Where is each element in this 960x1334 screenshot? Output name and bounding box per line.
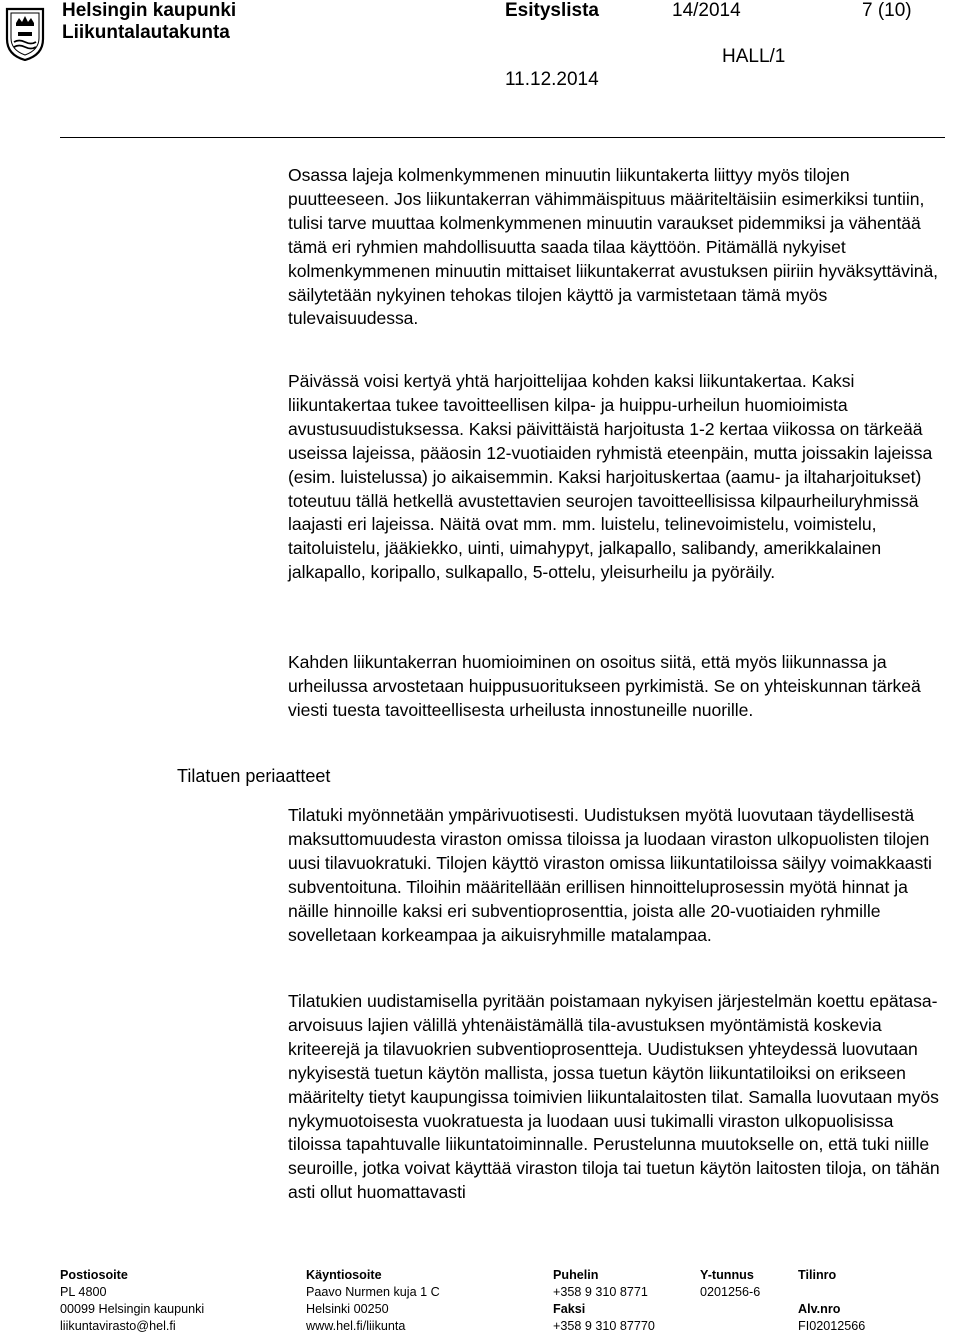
footer-alv-label: Alv.nro bbox=[798, 1302, 841, 1316]
footer-account-label: Tilinro bbox=[798, 1268, 837, 1282]
footer-postal-city: 00099 Helsingin kaupunki bbox=[60, 1302, 205, 1316]
paragraph-5: Tilatukien uudistamisella pyritään poistamaan nykyisen järjestelmän koettu epätasa-arvoisuus lajien välillä yhtenäistämällä tila-avustuksen myöntämistä koskevia kriteerejä ja tilavuokrien subventioprosentteja. Uudistuksen yhteydessä luovutaan nykyisestä tuetun käytön mallista, jossa tuetun käytön liikuntatiloiksi on erikseen määritelty tietyt kaupungissa toimivien liikuntalaitosten tilat. Samalla luovutaan myös nykymuotoisesta vuokratuesta ja luodaan uusi tukimalli viraston ulkopuolisissa tiloissa tapahtuvalle liikuntatoiminnalle. Perustelunna muutokselle on, että tuki niille seuroille, jotka voivat käyttää viraston tiloja tai tuetun käytön laitosten tiloja, on tähän asti ollut huomattavasti bbox=[288, 991, 940, 1203]
footer-alv: FI02012566 bbox=[798, 1319, 866, 1333]
section-code: HALL/1 bbox=[722, 46, 786, 67]
paragraph-1: Osassa lajeja kolmenkymmenen minuutin liikuntakerta liittyy myös tilojen puutteeseen. Jos liikuntakerran vähimmäispituus määriteltäisiin esimerkiksi tuntiin, tulisi tarve muuttaa kolmenkymmenen minuutin varaukset pidemmiksi ja vähentää tämä eri ryhmien mahdollisuutta saada tilaa käyttöön. Pitämällä nykyiset kolmenkymmenen minuutin mittaiset liikuntakerrat avustuksen piiriin hyväksyttävinä, säilytetään nykyinen tehokas tilojen käyttö ja varmistetaan tämä myös tulevaisuudessa. bbox=[288, 165, 939, 329]
footer-phone: +358 9 310 8771 bbox=[553, 1285, 648, 1299]
footer-visit-street: Paavo Nurmen kuja 1 C bbox=[306, 1285, 440, 1299]
header-divider bbox=[60, 137, 945, 138]
helsinki-crest-logo bbox=[5, 5, 45, 61]
footer-website: www.hel.fi/liikunta bbox=[306, 1319, 406, 1333]
section-heading: Tilatuen periaatteet bbox=[177, 766, 331, 786]
page-number: 7 (10) bbox=[862, 0, 912, 21]
paragraph-3: Kahden liikuntakerran huomioiminen on osoitus siitä, että myös liikunnassa ja urheilussa arvostetaan huippusuoritukseen pyrkimistä. Se on yhteiskunnan tärkeä viesti tuesta tavoitteellisesta urheilusta innostuneille nuorille. bbox=[288, 652, 921, 720]
document-date: 11.12.2014 bbox=[505, 69, 599, 90]
footer-fax-label: Faksi bbox=[553, 1302, 586, 1316]
footer-phone-label: Puhelin bbox=[553, 1268, 599, 1282]
footer-visit-city: Helsinki 00250 bbox=[306, 1302, 389, 1316]
footer-email: liikuntavirasto@hel.fi bbox=[60, 1319, 176, 1333]
footer-ytunnus: 0201256-6 bbox=[700, 1285, 761, 1299]
footer-visit-label: Käyntiosoite bbox=[306, 1268, 382, 1282]
document-type: Esityslista bbox=[505, 0, 599, 21]
paragraph-2: Päivässä voisi kertyä yhtä harjoittelijaa kohden kaksi liikuntakertaa. Kaksi liikuntakertaa tukee tavoitteellisen kilpa- ja huippu-urheilun huomioimista avustusuudistuksessa. Kaksi päivittäistä harjoitusta 1-2 kertaa viikossa on tärkeää useissa lajeissa, pääosin 12-vuotiaiden ryhmistä eteenpäin, mutta joissakin lajeissa (esim. luistelussa) jo aikaisemmin. Kaksi harjoituskertaa (aamu- ja iltaharjoitukset) toteutuu tällä hetkellä avustettavien seurojen tavoitteellisissa kilpaurheiluryhmissä laajasti eri lajeissa. Näitä ovat mm. mm. luistelu, telinevoimistelu, voimistelu, taitoluistelu, jääkiekko, uinti, uimahypyt, jalkapallo, salibandy, amerikkalainen jalkapallo, koripallo, sulkapallo, 5-ottelu, yleisurheilu ja pyöräily. bbox=[288, 371, 933, 583]
paragraph-4: Tilatuki myönnetään ympärivuotisesti. Uudistuksen myötä luovutaan täydellisestä maksuttomuudesta viraston omissa tiloissa ja luodaan viraston ulkopuolisten tilojen uusi tilavuokratuki. Tilojen käyttö viraston omissa liikuntatiloissa säilyy voimakkaasti subventoituna. Tiloihin määritellään erillisen hinnoitteluprosessin myötä hinnat ja näille hinnoille kaksi eri subventioprosenttia, joista alle 20-vuotiaiden ryhmille sovelletaan korkeampaa ja aikuisryhmille matalampaa. bbox=[288, 805, 932, 945]
footer-postal-label: Postiosoite bbox=[60, 1268, 128, 1282]
department-name: Liikuntalautakunta bbox=[62, 22, 230, 43]
footer-ytunnus-label: Y-tunnus bbox=[700, 1268, 754, 1282]
document-number: 14/2014 bbox=[672, 0, 741, 21]
org-name: Helsingin kaupunki bbox=[62, 0, 237, 21]
footer-postal-box: PL 4800 bbox=[60, 1285, 107, 1299]
footer-fax: +358 9 310 87770 bbox=[553, 1319, 655, 1333]
